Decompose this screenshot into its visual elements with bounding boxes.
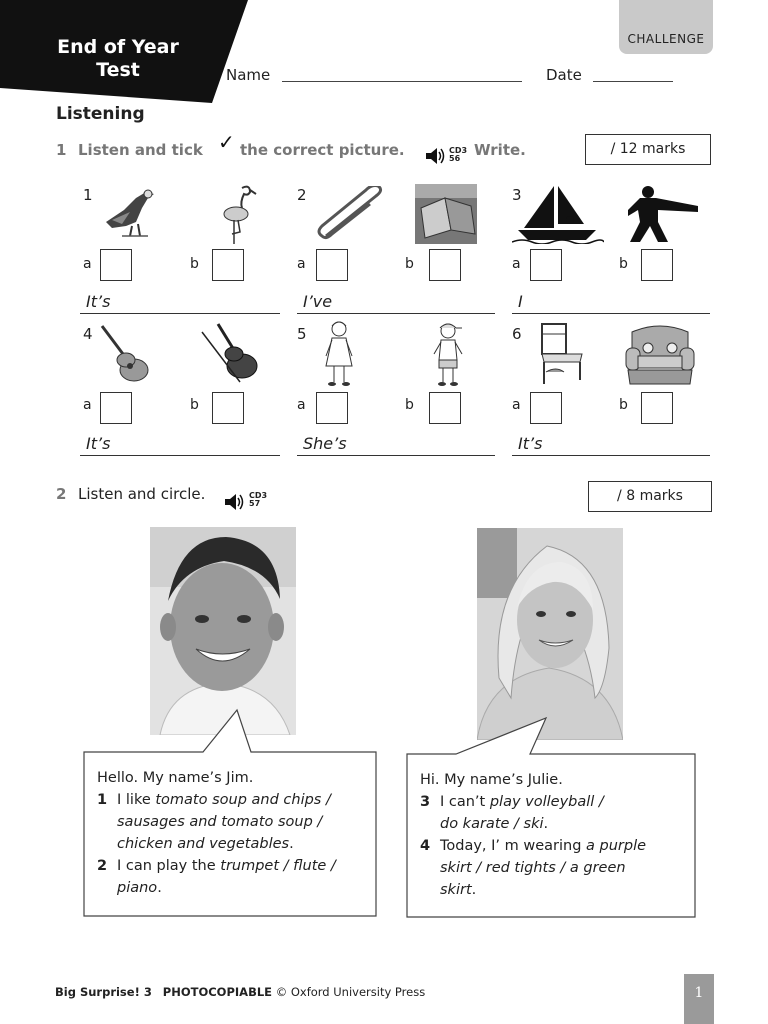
julie-clothes-options[interactable]: skirt (440, 882, 472, 898)
challenge-label: CHALLENGE (627, 32, 705, 46)
footer-photocopiable: PHOTOCOPIABLE (162, 985, 273, 999)
option-a-label: a (512, 256, 521, 272)
answer-prefix: I’ve (303, 292, 333, 311)
tick-box-2a[interactable] (316, 249, 348, 281)
q2-number: 2 (56, 485, 67, 503)
jim-text: Hello. My name’s Jim. 1 I like tomato soup and chips / sausages and tomato soup / chicken and vegetables. 2 I can play the trumpet / flute / piano. (97, 767, 367, 899)
tick-box-5b[interactable] (429, 392, 461, 424)
answer-prefix: I (518, 292, 523, 311)
answer-prefix: It’s (86, 434, 111, 453)
footer-copyright: © Oxford University Press (275, 985, 426, 999)
group-number: 6 (512, 325, 522, 343)
chair-icon[interactable] (536, 322, 586, 386)
group-number: 3 (512, 186, 522, 204)
speaker-icon (425, 146, 447, 166)
julie-activity-options[interactable]: do karate / ski (440, 816, 544, 832)
footer-book: Big Surprise! 3 (55, 985, 152, 999)
answer-prefix: It’s (518, 434, 543, 453)
date-label: Date (546, 66, 582, 84)
julie-clothes-options[interactable]: skirt / red tights / a green (440, 860, 626, 876)
group-number: 2 (297, 186, 307, 204)
flamingo-icon[interactable] (212, 182, 258, 248)
karate-icon[interactable] (628, 186, 700, 244)
answer-prefix: It’s (86, 292, 111, 311)
q1-instruction: Listen and tick (78, 141, 203, 159)
julie-clothes-options[interactable]: a purple (586, 838, 647, 854)
julie-greeting: Hi. My name’s Julie. (420, 772, 563, 788)
tick-box-1b[interactable] (212, 249, 244, 281)
answer-line-2[interactable] (297, 292, 495, 314)
jim-food-options[interactable]: tomato soup and chips / (155, 792, 331, 808)
sailboat-icon[interactable] (512, 184, 604, 244)
answer-line-4[interactable] (80, 434, 280, 456)
page-number: 1 (694, 985, 704, 1001)
section-title: Listening (56, 104, 145, 124)
option-b-label: b (405, 256, 414, 272)
violin-icon[interactable] (200, 322, 264, 386)
tick-box-4b[interactable] (212, 392, 244, 424)
option-a-label: a (83, 256, 92, 272)
group-number: 1 (83, 186, 93, 204)
girl-dress-icon[interactable] (322, 320, 356, 388)
julie-activity-options[interactable]: play volleyball / (489, 794, 604, 810)
option-b-label: b (405, 397, 414, 413)
answer-line-5[interactable] (297, 434, 495, 456)
q2-marks-box: / 8 marks (588, 481, 712, 512)
tick-box-1a[interactable] (100, 249, 132, 281)
guitar-icon[interactable] (98, 322, 152, 384)
option-b-label: b (619, 256, 628, 272)
tick-box-4a[interactable] (100, 392, 132, 424)
julie-photo (477, 528, 623, 740)
eagle-icon[interactable] (102, 184, 158, 240)
group-number: 4 (83, 325, 93, 343)
tick-box-6b[interactable] (641, 392, 673, 424)
q1-write-label: Write. (474, 141, 526, 159)
tick-box-5a[interactable] (316, 392, 348, 424)
girl-cap-icon[interactable] (430, 320, 466, 388)
name-field[interactable] (282, 81, 522, 82)
jim-greeting: Hello. My name’s Jim. (97, 770, 254, 786)
tick-icon: ✓ (218, 130, 235, 154)
speaker-icon (224, 492, 246, 512)
tick-box-2b[interactable] (429, 249, 461, 281)
option-a-label: a (83, 397, 92, 413)
q1-number: 1 (56, 141, 67, 159)
answer-line-6[interactable] (512, 434, 710, 456)
answer-line-3[interactable] (512, 292, 710, 314)
julie-text: Hi. My name’s Julie. 3 I can’t play volleyball / do karate / ski. 4 Today, I’ m wearing a purple skirt / red tights / a green skirt. (420, 769, 690, 901)
jim-instrument-options[interactable]: trumpet / flute / (220, 858, 336, 874)
paperclip-icon[interactable] (312, 186, 386, 242)
date-field[interactable] (593, 81, 673, 82)
answer-line-1[interactable] (80, 292, 280, 314)
q2-instruction: Listen and circle. (78, 485, 206, 503)
tick-box-3b[interactable] (641, 249, 673, 281)
q1-marks-box: / 12 marks (585, 134, 711, 165)
option-a-label: a (297, 256, 306, 272)
q1-instruction-cont: the correct picture. (240, 141, 405, 159)
laptop-icon[interactable] (415, 184, 477, 244)
group-number: 5 (297, 325, 307, 343)
tick-box-3a[interactable] (530, 249, 562, 281)
armchair-icon[interactable] (624, 322, 696, 386)
tick-box-6a[interactable] (530, 392, 562, 424)
option-a-label: a (297, 397, 306, 413)
name-label: Name (226, 66, 271, 84)
option-a-label: a (512, 397, 521, 413)
option-b-label: b (619, 397, 628, 413)
jim-instrument-options[interactable]: piano (117, 880, 158, 896)
footer (55, 985, 425, 999)
answer-prefix: She’s (303, 434, 347, 453)
option-b-label: b (190, 397, 199, 413)
jim-food-options[interactable]: sausages and tomato soup / (117, 814, 323, 830)
cd-track-label: CD3 57 (249, 491, 268, 508)
option-b-label: b (190, 256, 199, 272)
jim-food-options[interactable]: chicken and vegetables (117, 836, 290, 852)
cd-track-label: CD3 56 (449, 146, 468, 163)
test-title: End of Year Test (57, 36, 179, 81)
